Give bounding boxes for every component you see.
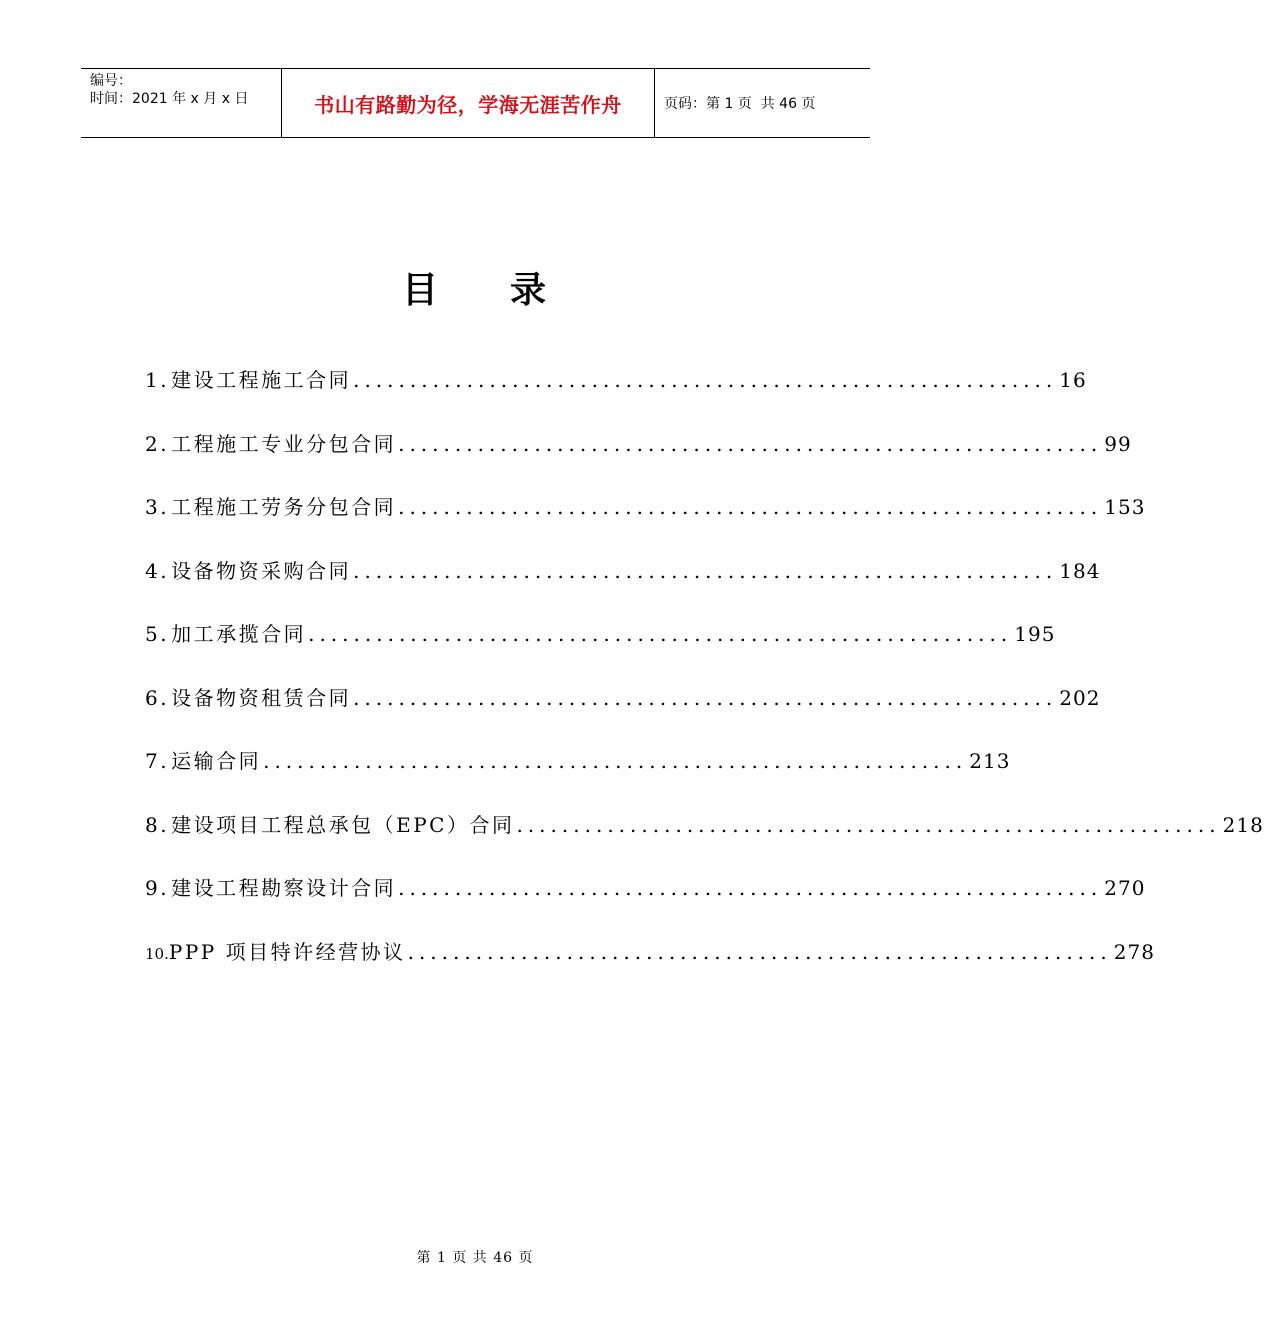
toc-leader-dots: ..............................................................: [398, 876, 1103, 900]
title-char-1: 目: [401, 270, 440, 311]
header-serial-label: 编号：: [90, 73, 132, 89]
toc-leader-dots: ..............................................................: [407, 939, 1112, 964]
toc-entry-number: 4.: [145, 558, 170, 583]
toc-entry[interactable]: [145, 936, 1155, 1000]
toc-entry-label: 建设项目工程总承包（EPC）合同: [171, 812, 515, 837]
toc-leader-dots: ..............................................................: [263, 749, 968, 773]
page-title: [0, 262, 950, 313]
toc-entry-page: 213: [969, 749, 1011, 773]
toc-entry-number: 5.: [145, 622, 170, 646]
toc-leader-dots: ..............................................................: [353, 368, 1058, 392]
toc-leader-dots: ..............................................................: [398, 431, 1103, 456]
toc-leader-dots: ..............................................................: [353, 685, 1058, 710]
toc-entry[interactable]: [145, 682, 1101, 746]
header-page-info-text: 页码：第 1 页 共 46 页: [664, 96, 816, 112]
toc-entry-label: 设备物资租赁合同: [171, 685, 352, 710]
table-of-contents: [145, 364, 1264, 999]
toc-entry-number: 8.: [145, 812, 170, 837]
toc-entry-page: 153: [1104, 495, 1146, 519]
toc-entry-page: 16: [1059, 368, 1087, 392]
toc-entry-number: 1.: [145, 368, 170, 392]
toc-entry-label: 加工承揽合同: [171, 622, 307, 646]
toc-entry[interactable]: [145, 745, 1011, 809]
toc-leader-dots: ..............................................................: [353, 558, 1058, 583]
toc-entry-number: 6.: [145, 685, 170, 710]
toc-entry-label: 设备物资采购合同: [171, 558, 352, 583]
toc-entry-number: 10.: [145, 944, 169, 963]
toc-entry[interactable]: [145, 364, 1087, 428]
toc-entry-number: 9.: [145, 876, 170, 900]
toc-entry-label: 建设工程施工合同: [171, 368, 352, 392]
toc-entry-label: 工程施工劳务分包合同: [171, 495, 397, 519]
toc-entry-label: 工程施工专业分包合同: [171, 431, 397, 456]
toc-entry-label: 运输合同: [171, 749, 262, 773]
header-motto: 书山有路勤为径，学海无涯苦作舟: [282, 69, 655, 137]
header-meta: [81, 69, 282, 137]
toc-leader-dots: ..............................................................: [308, 622, 1013, 646]
toc-entry-page: 202: [1059, 685, 1101, 710]
header-page-info: [655, 69, 870, 137]
toc-entry-number: 3.: [145, 495, 170, 519]
page-header: [81, 68, 870, 138]
page-footer: 第 1 页 共 46 页: [416, 1250, 534, 1266]
toc-entry-number: 2.: [145, 431, 170, 456]
toc-entry-label: PPP 项目特许经营协议: [168, 939, 406, 964]
toc-entry-page: 195: [1014, 622, 1056, 646]
toc-entry[interactable]: [145, 618, 1056, 682]
toc-entry[interactable]: [145, 491, 1146, 555]
toc-entry-label: 建设工程勘察设计合同: [171, 876, 397, 900]
toc-entry-page: 270: [1104, 876, 1146, 900]
toc-entry-page: 99: [1104, 431, 1132, 456]
toc-entry-page: 218: [1222, 812, 1264, 837]
toc-entry-page: 184: [1059, 558, 1101, 583]
toc-entry[interactable]: [145, 809, 1264, 873]
toc-entry-page: 278: [1113, 939, 1155, 964]
toc-entry[interactable]: [145, 428, 1132, 492]
header-date: 时间：2021 年 x 月 x 日: [90, 91, 249, 107]
toc-leader-dots: ..............................................................: [398, 495, 1103, 519]
title-char-2: 录: [510, 270, 549, 311]
toc-leader-dots: ..............................................................: [516, 812, 1221, 837]
toc-entry[interactable]: [145, 872, 1146, 936]
toc-entry-number: 7.: [145, 749, 170, 773]
toc-entry[interactable]: [145, 555, 1101, 619]
